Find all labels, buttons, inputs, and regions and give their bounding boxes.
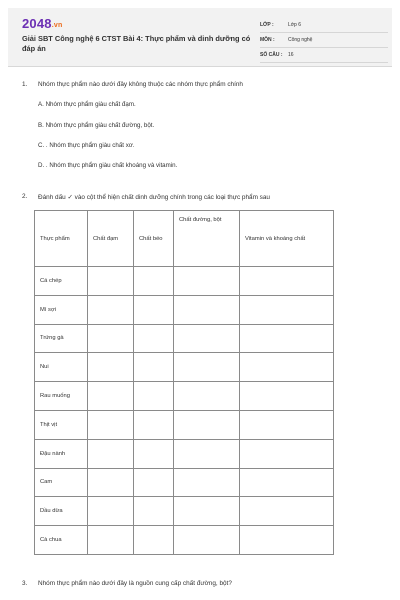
check-cell[interactable] [174,324,240,353]
table-row [35,324,334,353]
question-text: Nhóm thực phẩm nào dưới đây không thuộc các nhóm thực phẩm chính [38,81,243,88]
check-cell[interactable] [134,410,174,439]
table-row [35,439,334,468]
check-cell[interactable] [240,353,334,382]
check-cell[interactable] [88,497,134,526]
check-cell[interactable] [88,526,134,555]
food-name-cell: Rau muống [35,382,88,411]
column-header: Chất đạm [88,211,134,267]
logo-suffix: .vn [51,22,63,29]
food-name-cell: Cà chua [35,526,88,555]
check-cell[interactable] [174,353,240,382]
check-cell[interactable] [88,295,134,324]
food-name-cell: Mì sợi [35,295,88,324]
check-cell[interactable] [134,324,174,353]
column-header: Vitamin và khoáng chất [240,211,334,267]
check-cell[interactable] [134,353,174,382]
table-row [35,526,334,555]
check-cell[interactable] [88,382,134,411]
question-text: Nhóm thực phẩm nào dưới đây là nguồn cung cấp chất đường, bột? [38,580,232,587]
option-c[interactable]: C. . Nhóm thực phẩm giàu chất xơ. [38,142,135,149]
option-d[interactable]: D. . Nhóm thực phẩm giàu chất khoáng và vitamin. [38,162,178,169]
check-cell[interactable] [240,324,334,353]
food-name-cell: Cam [35,468,88,497]
check-cell[interactable] [134,267,174,296]
check-cell[interactable] [174,267,240,296]
meta-key: SỐ CÂU : [260,52,283,58]
meta-key: LỚP : [260,22,274,28]
check-cell[interactable] [174,526,240,555]
check-cell[interactable] [134,526,174,555]
table-row [35,497,334,526]
check-cell[interactable] [134,468,174,497]
question-number: 3. [22,580,28,587]
document-header [8,8,392,67]
check-cell[interactable] [240,295,334,324]
check-cell[interactable] [240,267,334,296]
check-cell[interactable] [88,439,134,468]
check-cell[interactable] [240,497,334,526]
question-2 [22,193,382,203]
food-name-cell: Cá chép [35,267,88,296]
check-cell[interactable] [88,353,134,382]
document-title: Giải SBT Công nghệ 6 CTST Bài 4: Thực phẩm và dinh dưỡng có đáp án [22,34,251,53]
food-name-cell: Dầu dừa [35,497,88,526]
check-cell[interactable] [174,439,240,468]
food-name-cell: Trứng gà [35,324,88,353]
meta-value: Lớp 6 [288,22,302,28]
table-row [35,353,334,382]
check-cell[interactable] [134,439,174,468]
column-header: Chất đường, bột [174,211,240,267]
logo-main: 2048 [22,16,52,31]
meta-value: Công nghệ [288,37,313,43]
question-number: 2. [22,193,28,200]
check-cell[interactable] [134,497,174,526]
check-cell[interactable] [240,439,334,468]
nutrition-table [34,210,334,555]
table-row [35,382,334,411]
check-cell[interactable] [240,410,334,439]
food-name-cell: Thịt vịt [35,410,88,439]
question-1 [22,81,382,91]
table-row [35,410,334,439]
check-cell[interactable] [88,468,134,497]
meta-row-subject [260,33,388,48]
meta-row-class [260,18,388,33]
check-cell[interactable] [174,468,240,497]
option-a[interactable]: A. Nhóm thực phẩm giàu chất đạm. [38,101,136,108]
check-cell[interactable] [134,295,174,324]
food-name-cell: Đậu nành [35,439,88,468]
meta-value: 16 [288,52,294,58]
document-meta [260,18,388,63]
table-row [35,295,334,324]
column-header: Thực phẩm [35,211,88,267]
check-cell[interactable] [174,382,240,411]
question-3 [22,580,382,590]
question-number: 1. [22,81,28,88]
check-cell[interactable] [88,267,134,296]
check-cell[interactable] [88,324,134,353]
table-row [35,468,334,497]
table-row [35,267,334,296]
check-cell[interactable] [174,410,240,439]
food-name-cell: Nui [35,353,88,382]
check-cell[interactable] [240,468,334,497]
question-text: Đánh dấu ✓ vào cột thể hiện chất dinh dưỡng chính trong các loại thực phẩm sau [38,194,270,201]
column-header: Chất béo [134,211,174,267]
check-cell[interactable] [174,295,240,324]
check-cell[interactable] [134,382,174,411]
check-cell[interactable] [240,526,334,555]
check-cell[interactable] [88,410,134,439]
check-cell[interactable] [174,497,240,526]
meta-key: MÔN : [260,37,275,43]
site-logo[interactable] [22,16,62,31]
option-b[interactable]: B. Nhóm thực phẩm giàu chất đường, bột. [38,122,155,129]
meta-row-count [260,48,388,63]
table-header-row [35,211,334,267]
check-cell[interactable] [240,382,334,411]
